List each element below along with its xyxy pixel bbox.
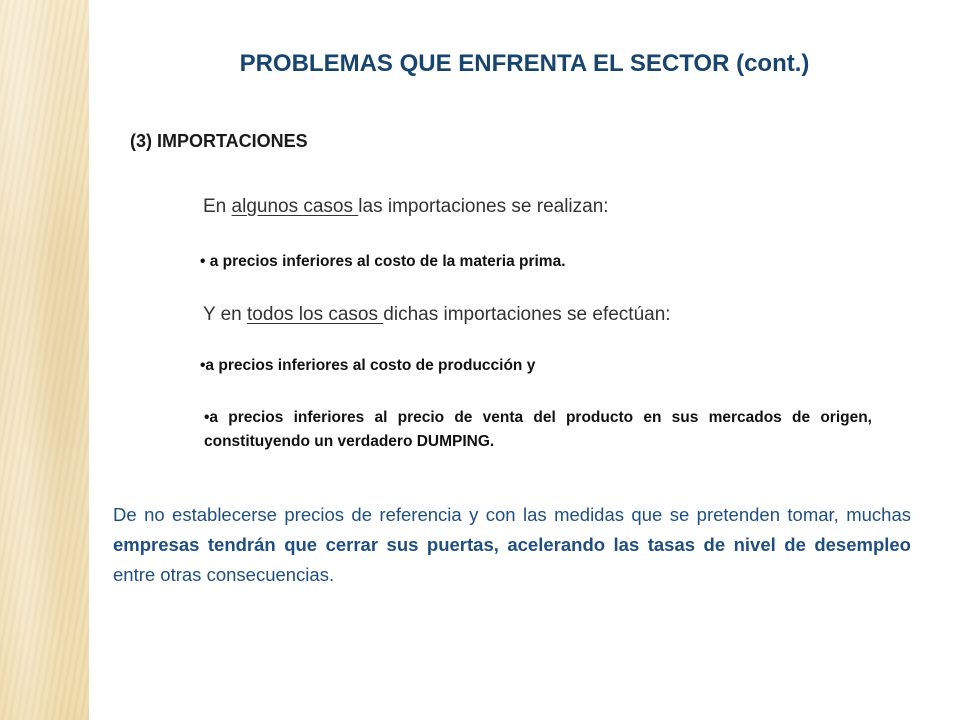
intro-all-cases-prefix: Y en — [203, 304, 248, 325]
intro-some-cases-underlined: algunos casos — [231, 196, 359, 217]
intro-some-cases-prefix: En — [203, 196, 232, 217]
closing-emphasis: empresas tendrán que cerrar sus puertas, acelerando las tasas de nivel de desempleo — [113, 534, 911, 555]
closing-text-start: De no establecerse precios de referencia y con las medidas que se pretenden tomar, muchas — [113, 504, 911, 525]
slide-title: PROBLEMAS QUE ENFRENTA EL SECTOR (cont.) — [239, 50, 810, 77]
bullet-production-cost: •a precios inferiores al costo de producción y — [200, 357, 536, 374]
bullet-dumping: •a precios inferiores al precio de venta del producto en sus mercados de origen, constituyendo un verdadero DUMPING. — [204, 409, 872, 450]
intro-some-cases — [203, 196, 609, 218]
intro-all-cases — [203, 304, 671, 326]
decorative-side-texture — [0, 0, 89, 720]
closing-text-end: entre otras consecuencias. — [113, 564, 335, 585]
intro-some-cases-suffix: las importaciones se realizan: — [358, 196, 609, 217]
intro-all-cases-suffix: dichas importaciones se efectúan: — [383, 304, 671, 325]
section-heading: (3) IMPORTACIONES — [130, 131, 308, 151]
bullet-raw-material-cost: • a precios inferiores al costo de la materia prima. — [200, 253, 566, 270]
closing-paragraph — [113, 500, 911, 590]
intro-all-cases-underlined: todos los casos — [247, 304, 384, 325]
